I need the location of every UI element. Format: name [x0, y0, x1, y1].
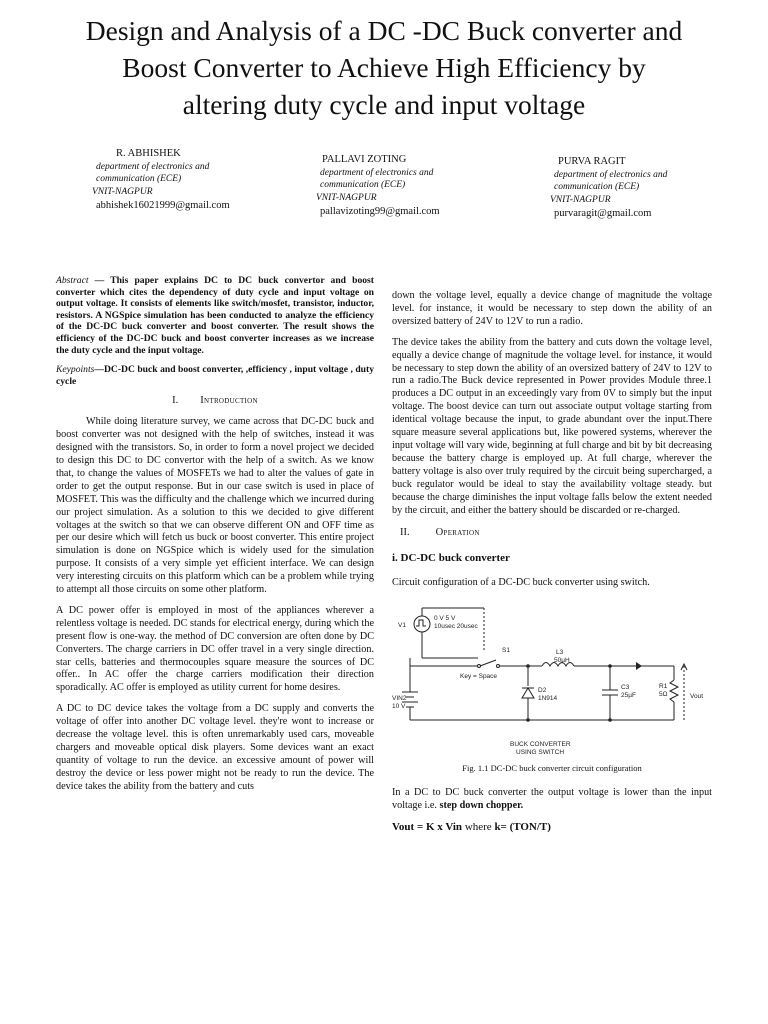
- label-vout: Vout: [690, 693, 704, 701]
- section-number: II.: [400, 527, 410, 539]
- label-vin2: VIN2: [392, 695, 407, 703]
- author-department: department of electronics and: [320, 167, 434, 178]
- author-institution: VNIT-NAGPUR: [316, 192, 377, 203]
- author-institution: VNIT-NAGPUR: [92, 186, 153, 197]
- right-paragraph-1: down the voltage level, equally a device change of magnitude the voltage level. for instance, it would be necessary to step down the ability of an oversized battery of 24V to 12V to run a radio.: [392, 290, 712, 327]
- label-c3: C3: [621, 684, 630, 692]
- right-column: [392, 290, 712, 834]
- author-department-2: communication (ECE): [96, 174, 182, 184]
- author-email: abhishek16021999@gmail.com: [96, 200, 230, 211]
- equation-rhs: k= (TON/T): [494, 820, 551, 833]
- label-c3-value: 25µF: [621, 692, 636, 700]
- buck-converter-circuit-figure: [392, 600, 712, 758]
- title-line-3: altering duty cycle and input voltage: [182, 89, 586, 120]
- title-line-2: Boost Converter to Achieve High Efficiency by: [122, 52, 646, 83]
- section-heading-operation: [400, 527, 712, 540]
- author-email: purvaragit@gmail.com: [554, 208, 652, 219]
- author-department-2: communication (ECE): [320, 180, 406, 190]
- intro-paragraph-3: A DC to DC device takes the voltage from a DC supply and converts the voltage of offer into another DC voltage level. they're wont to increase or decrease the voltage level. this is often unremarkably used cars, moveable chargers and moveable optical disk players. Some devices want an exact quantity of voltage to run the device. an excessive amount of power will destroy the device or less power might not be ready to run the device. The device takes the ability from the battery and cuts: [56, 703, 374, 792]
- label-d2: D2: [538, 687, 547, 695]
- label-d2-value: 1N914: [538, 695, 558, 703]
- buck-description: [392, 787, 712, 813]
- resistor-r1-icon: [670, 680, 678, 702]
- buck-text: In a DC to DC buck converter the output voltage is lower than the input voltage i.e.: [392, 787, 712, 811]
- circuit-intro: Circuit configuration of a DC-DC buck converter using switch.: [392, 577, 650, 589]
- author-email: pallavizoting99@gmail.com: [320, 206, 440, 217]
- current-arrow-icon: [636, 662, 642, 670]
- keypoints-text: —DC-DC buck and boost converter, ,efficiency , input voltage , duty cycle: [56, 364, 374, 387]
- author-name: PURVA RAGIT: [558, 156, 626, 167]
- equation-lhs: Vout = K x Vin: [392, 820, 463, 833]
- author-block-2: [316, 154, 440, 219]
- pulse-waveform-icon: [416, 620, 426, 626]
- intro-paragraph-2: A DC power offer is employed in most of the appliances wherever a relentless voltage is needed. DC stands for electrical energy, during which the present flow is one-way. the method of DC conversion are often done by DC Converters. The charge carriers in DC offer travel in a very single direction. star cells, batteries and thermocouples square measure the sources of DC offer.. In AC offer the charge carriers modification their direction sporadically. AC offer is employed as utility current for home desires.: [56, 604, 374, 694]
- junction-dot: [608, 718, 612, 722]
- label-pulse-1: 0 V 5 V: [434, 615, 456, 623]
- author-block-3: [550, 156, 668, 221]
- paper-title: [30, 12, 738, 123]
- label-l3-value: 50µH: [554, 657, 570, 665]
- label-r1: R1: [659, 683, 668, 691]
- author-department: department of electronics and: [96, 161, 210, 172]
- author-institution: VNIT-NAGPUR: [550, 194, 611, 205]
- equation: [392, 821, 712, 834]
- left-column: [56, 275, 374, 802]
- junction-dot: [526, 664, 530, 668]
- label-s1: S1: [502, 647, 510, 655]
- section-title: Operation: [435, 527, 480, 539]
- switch-s1-icon: [480, 660, 496, 666]
- section-number: I.: [172, 395, 179, 407]
- equation-mid: where: [462, 820, 495, 833]
- keypoints-label: Keypoints: [56, 364, 95, 376]
- author-department-2: communication (ECE): [554, 182, 640, 192]
- section-heading-introduction: [56, 395, 374, 408]
- junction-dot: [608, 664, 612, 668]
- label-l3: L3: [556, 649, 564, 657]
- label-v1: V1: [398, 622, 406, 630]
- label-pulse-2: 10usec 20usec: [434, 623, 478, 631]
- section-title: Introduction: [200, 395, 258, 407]
- abstract: [56, 275, 374, 356]
- author-block-1: [92, 148, 230, 213]
- right-paragraph-2: The device takes the ability from the battery and cuts down the voltage level, equally a device change of magnitude the voltage level. for instance, it would be necessary to step down the ability of an oversized battery of 24V to 12V to run a radio.The Buck device represented in Power provides Module three.1 produces a DC output in an exceedingly vary from 0V to simply but the input voltage. The boost device can turn out associate output voltage starting from identical voltage because the input, to grade abundant over the input.There square measure several applications but, like powered systems, wherever the input voltage will vary wide, beginning at full charge and bit by bit decreasing because the battery charge is employed up. At full charge, wherever the battery voltage is also over truly required by the circuit being supercharged, a buck regulator would be ideal to stay the availability voltage steady. but because the charge diminishes the input voltage falls below the extent needed by the circuit, and either the battery should be discarded or re-charged.: [392, 336, 712, 516]
- label-key: Key = Space: [460, 673, 498, 681]
- subsection-heading: i. DC-DC buck converter: [392, 552, 510, 565]
- abstract-text: — This paper explains DC to DC buck convertor and boost converter which cites the dependency of duty cycle and input voltage on output voltage. It consists of elements like switch/mosfet, transistor, inductor, resistors. A NGSpice simulation has been conducted to analyze the efficiency of the DC-DC buck converter and boost converter. The result shows the efficiency of the DC-DC buck and boost converter increases as we increase the duty cycle and the input voltage.: [56, 275, 374, 356]
- abstract-label: Abstract: [56, 275, 89, 286]
- diode-d2-icon: [522, 688, 534, 698]
- label-figure-title-1: BUCK CONVERTER: [510, 741, 571, 749]
- label-figure-title-2: USING SWITCH: [516, 749, 565, 757]
- author-name: R. ABHISHEK: [116, 148, 181, 159]
- intro-paragraph-1: While doing literature survey, we came across that DC-DC buck and boost converter was not designed with the help of switches, instead it was designed with the transistors. So, in order to form a novel project we decided to design this DC to DC convertor with the help of a switch. As we know that, to change the values of MOSFETs we had to alter the values of gate in order to get the output response. But in our case switch is used in place of MOSFET. This was the difficulty and the challenge which we incurred during our project simulation. As a solution to this we decided to give different voltages at the switch so that we can observe different ON and OFF time as per our desire which will fetch us buck or boost converter. This entire project simulation is done on NGSpice which is widely used for the simulation purpose. It consists of a very simple yet efficient interface. We can design very interesting circuits on this platform which can be a problem while trying to attempt all those circuits on some other platform.: [56, 416, 374, 596]
- junction-dot: [526, 718, 530, 722]
- title-line-1: Design and Analysis of a DC -DC Buck converter and: [85, 15, 683, 46]
- pulse-source-symbol: [414, 616, 430, 632]
- label-r1-value: 5Ω: [659, 691, 668, 699]
- author-department: department of electronics and: [554, 169, 668, 180]
- keypoints: [56, 364, 374, 387]
- buck-bold: step down chopper.: [439, 799, 524, 811]
- author-name: PALLAVI ZOTING: [322, 154, 407, 165]
- figure-caption: Fig. 1.1 DC-DC buck converter circuit configuration: [462, 763, 642, 774]
- label-vin2-value: 10 V: [392, 703, 406, 711]
